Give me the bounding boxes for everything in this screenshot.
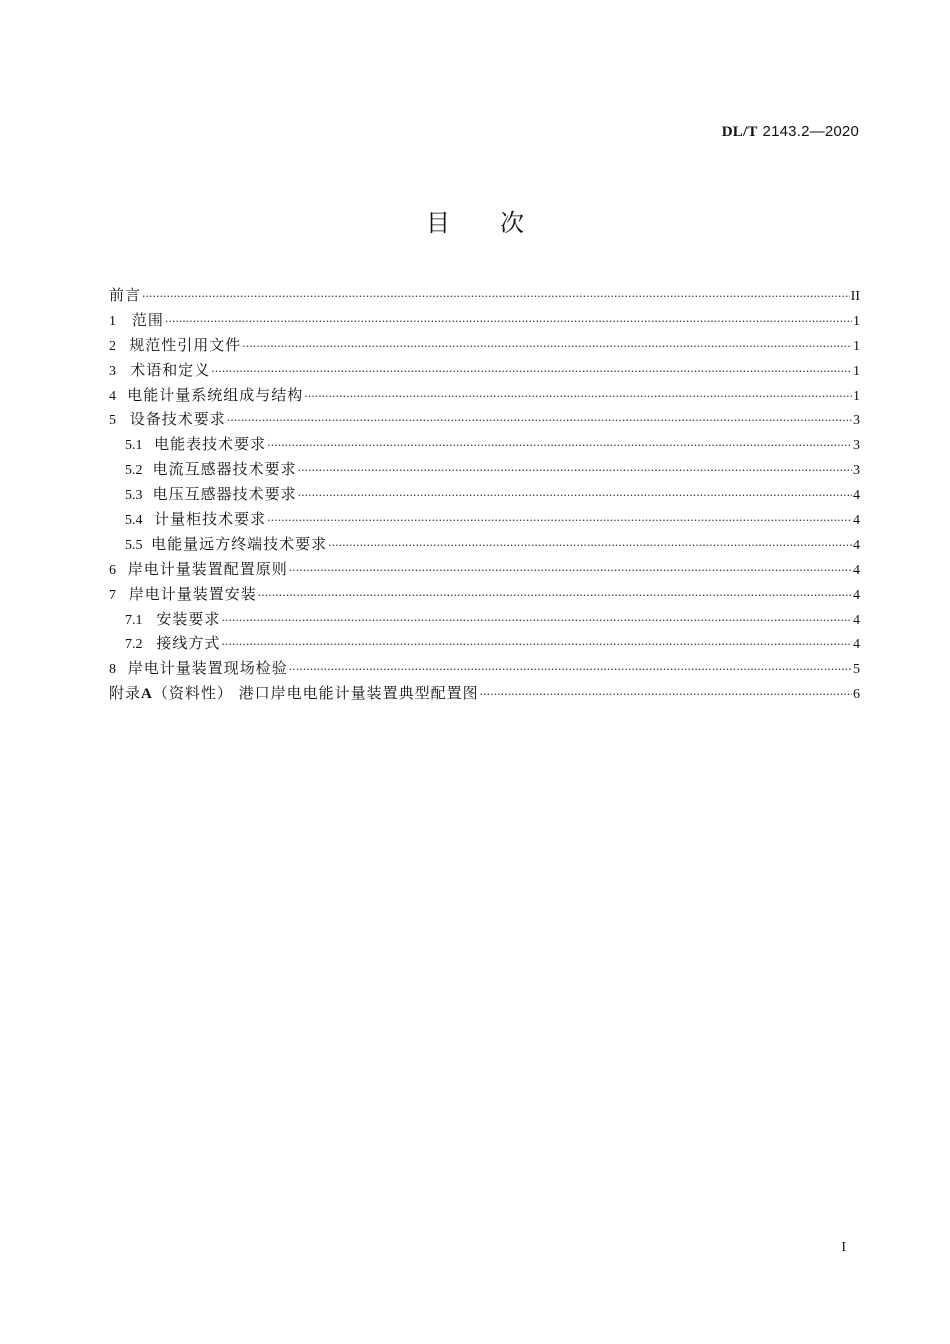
toc-leader-dots [480, 683, 852, 708]
toc-entry-label: 岸电计量装置配置原则 [127, 559, 288, 578]
toc-entry-label: 电流互感器技术要求 [152, 460, 297, 479]
standard-code [722, 122, 859, 141]
toc-entry[interactable] [109, 432, 860, 457]
toc-entry-number: 7 [109, 587, 116, 603]
toc-page-number: 5 [853, 662, 860, 678]
toc-entry-number: 8 [109, 662, 116, 678]
standard-code-prefix: DL/T [721, 124, 758, 140]
toc-leader-dots [142, 285, 850, 310]
toc-entry[interactable] [109, 333, 860, 358]
toc-entry[interactable] [109, 656, 860, 681]
toc-page-number: 4 [853, 488, 860, 504]
toc-leader-dots [258, 584, 852, 609]
toc-page-number: 4 [853, 513, 860, 529]
toc-page-number: II [850, 289, 860, 304]
page-footer-number: I [841, 1240, 846, 1255]
toc-entry-label: 岸电计量装置安装 [128, 584, 257, 603]
toc-leader-dots [211, 360, 852, 385]
toc-leader-dots [227, 409, 852, 434]
toc-page-number: 4 [853, 562, 860, 578]
toc-entry-label: 范围 [131, 310, 164, 329]
toc-page-number: 4 [853, 537, 860, 553]
toc-leader-dots [221, 633, 852, 658]
toc-entry-number: 5.1 [125, 438, 143, 454]
toc-page-number: 1 [853, 388, 860, 404]
toc-appendix-prefix-note: （资料性） [152, 684, 233, 703]
toc-page-number: 1 [853, 338, 860, 354]
toc-entry-label: 电能量远方终端技术要求 [151, 534, 328, 553]
toc-appendix-label [109, 681, 479, 707]
toc-entry[interactable] [109, 457, 860, 482]
toc-page-number: 3 [853, 438, 860, 454]
toc-leader-dots [289, 658, 852, 683]
toc-leader-dots [328, 534, 852, 559]
toc-entry-number: 5.5 [125, 537, 143, 553]
toc-page-number: 6 [853, 687, 860, 703]
toc-page-number: 1 [853, 363, 860, 379]
toc-entry[interactable] [109, 383, 860, 408]
toc-page-number: 4 [853, 612, 860, 628]
toc-entry-label: 术语和定义 [130, 360, 211, 379]
toc-appendix-prefix-letter: A [141, 686, 153, 703]
toc-entry[interactable] [109, 407, 860, 432]
toc-appendix-prefix-text: 附录 [109, 684, 142, 703]
toc-leader-dots [242, 335, 852, 360]
toc-entry-number: 1 [109, 313, 116, 329]
toc-entry-appendix-a[interactable] [109, 681, 860, 706]
toc-entry-label: 电能计量系统组成与结构 [127, 385, 304, 404]
toc-entry[interactable] [109, 631, 860, 656]
toc-entry[interactable] [109, 283, 860, 308]
toc-entry-number: 5.4 [125, 513, 143, 529]
toc-entry-number: 7.1 [125, 612, 143, 628]
toc-page-number: 4 [853, 587, 860, 603]
toc-entry-number: 4 [109, 388, 116, 404]
toc-leader-dots [267, 509, 852, 534]
toc-page-number: 1 [853, 313, 860, 329]
toc-entry-number: 2 [109, 338, 116, 354]
toc-entry-number: 6 [109, 562, 116, 578]
toc-page-number: 3 [853, 413, 860, 429]
toc-entry-label: 规范性引用文件 [129, 335, 242, 354]
toc-entry-label: 计量柜技术要求 [154, 510, 267, 529]
toc-leader-dots [298, 459, 852, 484]
toc-entry[interactable] [109, 482, 860, 507]
toc-leader-dots [289, 559, 852, 584]
toc-entry-label: 设备技术要求 [129, 410, 226, 429]
toc-appendix-title: 港口岸电电能计量装置典型配置图 [238, 684, 479, 703]
toc-entry-label: 前言 [109, 286, 142, 304]
toc-leader-dots [221, 609, 852, 634]
toc-entry-number: 7.2 [125, 637, 143, 653]
standard-code-number: 2143.2—2020 [762, 123, 859, 140]
toc-entry-label: 岸电计量装置现场检验 [127, 659, 288, 678]
toc-entry[interactable] [109, 582, 860, 607]
toc-page-number: 3 [853, 463, 860, 479]
toc-entry-label: 接线方式 [156, 634, 221, 653]
toc-leader-dots [304, 385, 852, 410]
toc-entry-number: 5 [109, 413, 116, 429]
toc-entry[interactable] [109, 507, 860, 532]
toc-entry[interactable] [109, 532, 860, 557]
toc-entry-label: 安装要求 [156, 609, 221, 628]
table-of-contents [109, 283, 860, 706]
toc-entry-label: 电压互感器技术要求 [152, 485, 297, 504]
toc-entry[interactable] [109, 308, 860, 333]
toc-entry[interactable] [109, 358, 860, 383]
toc-entry-number: 3 [109, 363, 116, 379]
toc-entry-label: 电能表技术要求 [154, 435, 267, 454]
toc-entry[interactable] [109, 557, 860, 582]
toc-entry[interactable] [109, 607, 860, 632]
toc-title: 目次 [426, 209, 574, 237]
toc-entry-number: 5.3 [125, 488, 143, 504]
toc-page-number: 4 [853, 637, 860, 653]
toc-leader-dots [267, 434, 852, 459]
toc-leader-dots [165, 310, 852, 335]
toc-leader-dots [298, 484, 852, 509]
toc-entry-number: 5.2 [125, 463, 143, 479]
